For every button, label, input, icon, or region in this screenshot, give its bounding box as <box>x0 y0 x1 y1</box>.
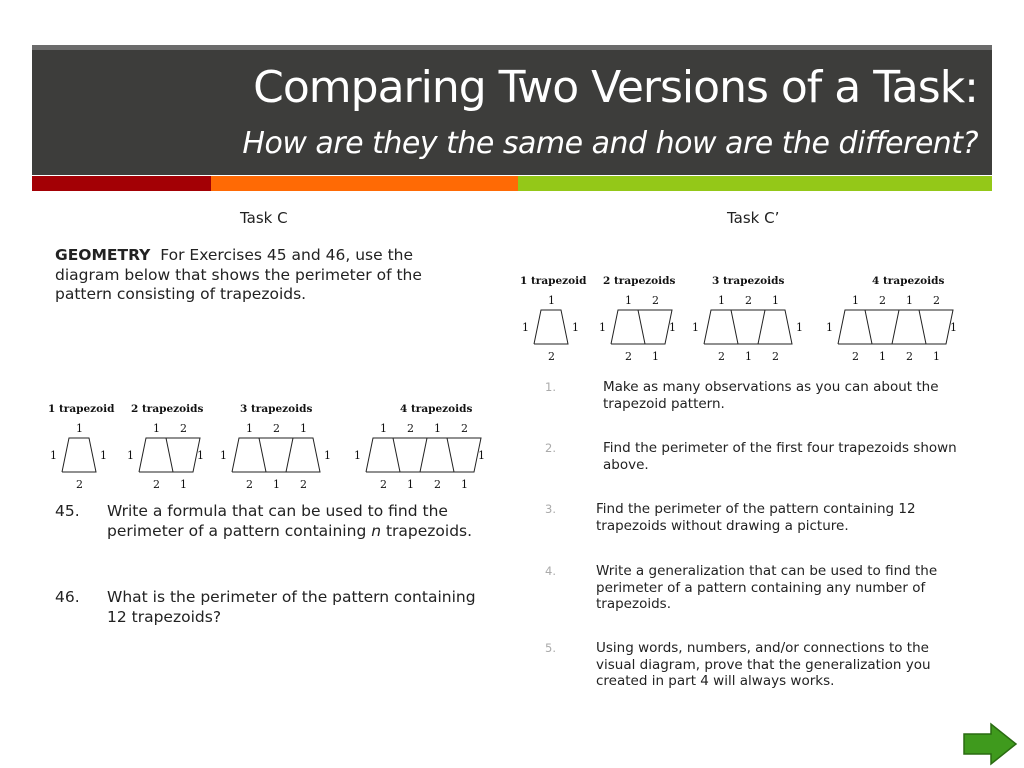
trapezoid-diagram-left <box>40 398 530 490</box>
bottom-edge-label: 2 <box>434 478 441 490</box>
bottom-edge-label: 1 <box>407 478 414 490</box>
question-number: 2. <box>545 441 556 455</box>
trapezoid-edge <box>420 438 427 472</box>
accent-stripe-green <box>518 176 992 191</box>
exercise-text: What is the perimeter of the pattern containing 12 trapezoids? <box>107 588 476 626</box>
pattern-caption: 1 trapezoid <box>48 403 115 415</box>
pattern-caption: 2 trapezoids <box>131 403 204 415</box>
pattern-outline <box>62 438 96 472</box>
top-edge-label: 2 <box>407 422 414 435</box>
bottom-edge-label: 1 <box>745 350 752 362</box>
trapezoid-edge <box>731 310 738 344</box>
accent-stripe-red <box>32 176 211 191</box>
top-edge-label: 1 <box>718 294 725 307</box>
bottom-edge-label: 2 <box>300 478 307 490</box>
top-edge-label: 2 <box>652 294 659 307</box>
geometry-text: For Exercises 45 and 46, use the diagram below that shows the perimeter of the pattern consisting of trapezoids. <box>55 246 422 303</box>
trapezoid-edge <box>166 438 173 472</box>
trapezoid-edge <box>259 438 266 472</box>
right-edge-label: 1 <box>100 449 107 462</box>
top-edge-label: 1 <box>548 294 555 307</box>
right-edge-label: 1 <box>572 321 579 334</box>
right-arrow-icon[interactable] <box>961 722 1019 766</box>
task-c-prime-heading: Task C’ <box>727 209 780 227</box>
top-edge-label: 1 <box>300 422 307 435</box>
exercise-number: 46. <box>55 588 80 606</box>
left-edge-label: 1 <box>599 321 606 334</box>
bottom-edge-label: 1 <box>180 478 187 490</box>
right-edge-label: 1 <box>478 449 485 462</box>
bottom-edge-label: 2 <box>76 478 83 490</box>
top-edge-label: 2 <box>745 294 752 307</box>
slide-title: Comparing Two Versions of a Task: <box>253 62 978 113</box>
accent-stripe-orange <box>211 176 518 191</box>
top-edge-label: 2 <box>180 422 187 435</box>
question-number: 4. <box>545 564 556 578</box>
top-edge-label: 1 <box>625 294 632 307</box>
variable-n: n <box>371 521 382 540</box>
left-edge-label: 1 <box>354 449 361 462</box>
left-edge-label: 1 <box>127 449 134 462</box>
task-c-heading: Task C <box>240 209 288 227</box>
right-edge-label: 1 <box>324 449 331 462</box>
left-edge-label: 1 <box>50 449 57 462</box>
question-text: Make as many observations as you can about the trapezoid pattern. <box>603 379 939 412</box>
trapezoid-edge <box>919 310 926 344</box>
bottom-edge-label: 2 <box>852 350 859 362</box>
question-number: 5. <box>545 641 556 655</box>
pattern-caption: 1 trapezoid <box>520 275 587 287</box>
bottom-edge-label: 1 <box>933 350 940 362</box>
top-edge-label: 1 <box>380 422 387 435</box>
right-edge-label: 1 <box>197 449 204 462</box>
bottom-edge-label: 2 <box>772 350 779 362</box>
slide-subtitle: How are they the same and how are the different? <box>242 126 978 161</box>
top-edge-label: 2 <box>879 294 886 307</box>
left-edge-label: 1 <box>220 449 227 462</box>
question-text: Using words, numbers, and/or connections to the visual diagram, prove that the generalization you created in part 4 will always works. <box>596 640 931 689</box>
top-edge-label: 2 <box>933 294 940 307</box>
bottom-edge-label: 1 <box>461 478 468 490</box>
top-edge-label: 1 <box>906 294 913 307</box>
pattern-caption: 4 trapezoids <box>400 403 473 415</box>
pattern-outline <box>232 438 320 472</box>
pattern-caption: 3 trapezoids <box>240 403 313 415</box>
top-edge-label: 1 <box>153 422 160 435</box>
bottom-edge-label: 1 <box>879 350 886 362</box>
right-edge-label: 1 <box>796 321 803 334</box>
bottom-edge-label: 2 <box>380 478 387 490</box>
bottom-edge-label: 1 <box>273 478 280 490</box>
exercise-text: Write a formula that can be used to find the perimeter of a pattern containing n trapezoids. <box>107 502 473 540</box>
trapezoid-edge <box>286 438 293 472</box>
question-text: Write a generalization that can be used to find the perimeter of a pattern containing any number of trapezoids. <box>596 563 938 612</box>
question-number: 1. <box>545 380 556 394</box>
pattern-caption: 2 trapezoids <box>603 275 676 287</box>
geometry-instructions <box>55 246 475 305</box>
geometry-label: GEOMETRY <box>55 246 151 264</box>
pattern-outline <box>704 310 792 344</box>
trapezoid-edge <box>638 310 645 344</box>
top-edge-label: 1 <box>434 422 441 435</box>
top-edge-label: 1 <box>246 422 253 435</box>
left-edge-label: 1 <box>522 321 529 334</box>
trapezoid-edge <box>447 438 454 472</box>
title-bar <box>32 45 992 175</box>
right-arrow-shape <box>964 724 1016 764</box>
bottom-edge-label: 2 <box>906 350 913 362</box>
pattern-caption: 4 trapezoids <box>872 275 945 287</box>
trapezoid-edge <box>892 310 899 344</box>
left-edge-label: 1 <box>692 321 699 334</box>
question-text: Find the perimeter of the pattern containing 12 trapezoids without drawing a picture. <box>596 501 916 534</box>
top-edge-label: 1 <box>76 422 83 435</box>
top-edge-label: 2 <box>461 422 468 435</box>
trapezoid-edge <box>393 438 400 472</box>
exercise-45 <box>55 502 475 562</box>
right-edge-label: 1 <box>669 321 676 334</box>
bottom-edge-label: 2 <box>625 350 632 362</box>
bottom-edge-label: 1 <box>652 350 659 362</box>
top-edge-label: 2 <box>273 422 280 435</box>
trapezoid-edge <box>865 310 872 344</box>
trapezoid-diagram-right <box>512 270 1002 362</box>
pattern-caption: 3 trapezoids <box>712 275 785 287</box>
exercise-number: 45. <box>55 502 80 520</box>
bottom-edge-label: 2 <box>153 478 160 490</box>
right-edge-label: 1 <box>950 321 957 334</box>
top-edge-label: 1 <box>852 294 859 307</box>
top-edge-label: 1 <box>772 294 779 307</box>
question-text: Find the perimeter of the first four trapezoids shown above. <box>603 440 957 473</box>
trapezoid-edge <box>758 310 765 344</box>
bottom-edge-label: 2 <box>718 350 725 362</box>
bottom-edge-label: 2 <box>246 478 253 490</box>
pattern-outline <box>534 310 568 344</box>
question-number: 3. <box>545 502 556 516</box>
left-edge-label: 1 <box>826 321 833 334</box>
exercise-46 <box>55 588 475 628</box>
bottom-edge-label: 2 <box>548 350 555 362</box>
